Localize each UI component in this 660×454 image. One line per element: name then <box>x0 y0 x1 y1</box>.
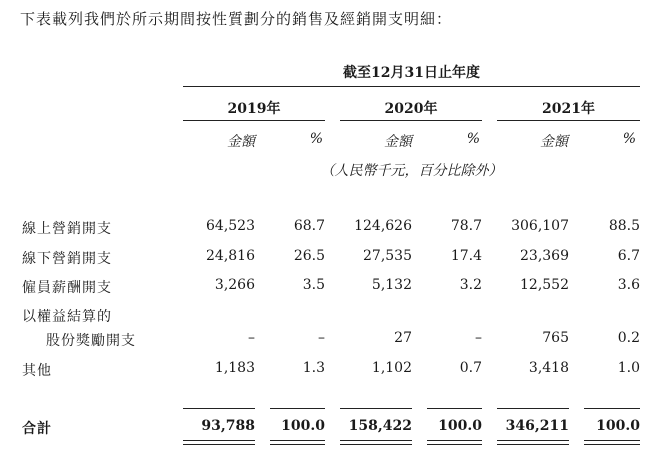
amount-header-2019: 金額 <box>227 134 255 150</box>
year-header-2021: 2021年 <box>542 101 595 117</box>
table-cell: 1.3 <box>302 360 325 376</box>
row-label: 僱員薪酬開支 <box>22 280 112 296</box>
row-label: 以權益結算的 <box>22 309 112 325</box>
year-rule-2019 <box>183 120 325 121</box>
table-cell: 1.0 <box>617 360 640 376</box>
table-cell: 64,523 <box>206 218 255 234</box>
header-rule <box>183 86 640 87</box>
total-top-rule <box>270 408 325 409</box>
table-cell: 5,132 <box>371 277 412 293</box>
year-rule-2021 <box>497 120 640 121</box>
table-cell: 0.2 <box>617 330 640 346</box>
total-top-rule <box>584 408 640 409</box>
table-cell: 26.5 <box>293 248 325 264</box>
table-cell: 3,266 <box>214 277 255 293</box>
amount-header-2021: 金額 <box>540 134 568 150</box>
table-cell: – <box>248 330 255 346</box>
table-cell: 765 <box>542 330 569 346</box>
table-cell: 78.7 <box>450 218 482 234</box>
total-cell: 93,788 <box>201 418 255 434</box>
total-double-rule <box>584 440 640 445</box>
table-cell: 1,102 <box>371 360 412 376</box>
amount-header-2020: 金額 <box>384 134 412 150</box>
row-label: 其他 <box>22 363 52 379</box>
percent-header-2019: % <box>309 131 323 147</box>
total-top-rule <box>340 408 412 409</box>
total-top-rule <box>497 408 569 409</box>
intro-text: 下表載列我們於所示期間按性質劃分的銷售及經銷開支明細： <box>20 10 453 28</box>
row-label: 線上營銷開支 <box>22 221 112 237</box>
total-top-rule <box>427 408 482 409</box>
table-cell: 17.4 <box>450 248 482 264</box>
table-cell: 3.2 <box>459 277 482 293</box>
total-double-rule <box>497 440 569 445</box>
table-cell: 88.5 <box>608 218 640 234</box>
total-double-rule <box>427 440 482 445</box>
table-cell: 3.5 <box>302 277 325 293</box>
row-label: 股份獎勵開支 <box>46 333 136 349</box>
table-cell: 6.7 <box>617 248 640 264</box>
table-cell: 27,535 <box>363 248 412 264</box>
year-rule-2020 <box>340 120 482 121</box>
total-double-rule <box>340 440 412 445</box>
table-cell: 3,418 <box>528 360 569 376</box>
table-cell: 306,107 <box>511 218 569 234</box>
table-cell: – <box>475 330 482 346</box>
total-cell: 346,211 <box>505 418 569 434</box>
table-cell: 124,626 <box>354 218 412 234</box>
table-cell: 27 <box>394 330 412 346</box>
unit-note: （人民幣千元，百分比除外） <box>320 163 503 179</box>
total-cell: 100.0 <box>596 418 640 434</box>
total-cell: 158,422 <box>348 418 412 434</box>
table-cell: 12,552 <box>520 277 569 293</box>
total-cell: 100.0 <box>281 418 325 434</box>
table-cell: 1,183 <box>214 360 255 376</box>
table-cell: 3.6 <box>617 277 640 293</box>
percent-header-2020: % <box>466 131 480 147</box>
total-double-rule <box>270 440 325 445</box>
table-cell: – <box>318 330 325 346</box>
row-label: 線下營銷開支 <box>22 251 112 267</box>
total-cell: 100.0 <box>438 418 482 434</box>
percent-header-2021: % <box>622 131 636 147</box>
table-cell: 24,816 <box>206 248 255 264</box>
year-header-2019: 2019年 <box>227 101 281 117</box>
total-double-rule <box>183 440 255 445</box>
table-cell: 68.7 <box>293 218 325 234</box>
year-header-2020: 2020年 <box>384 101 438 117</box>
total-top-rule <box>183 408 255 409</box>
period-header: 截至12月31日止年度 <box>343 65 480 81</box>
table-cell: 23,369 <box>520 248 569 264</box>
total-label: 合計 <box>22 421 52 437</box>
table-cell: 0.7 <box>459 360 482 376</box>
